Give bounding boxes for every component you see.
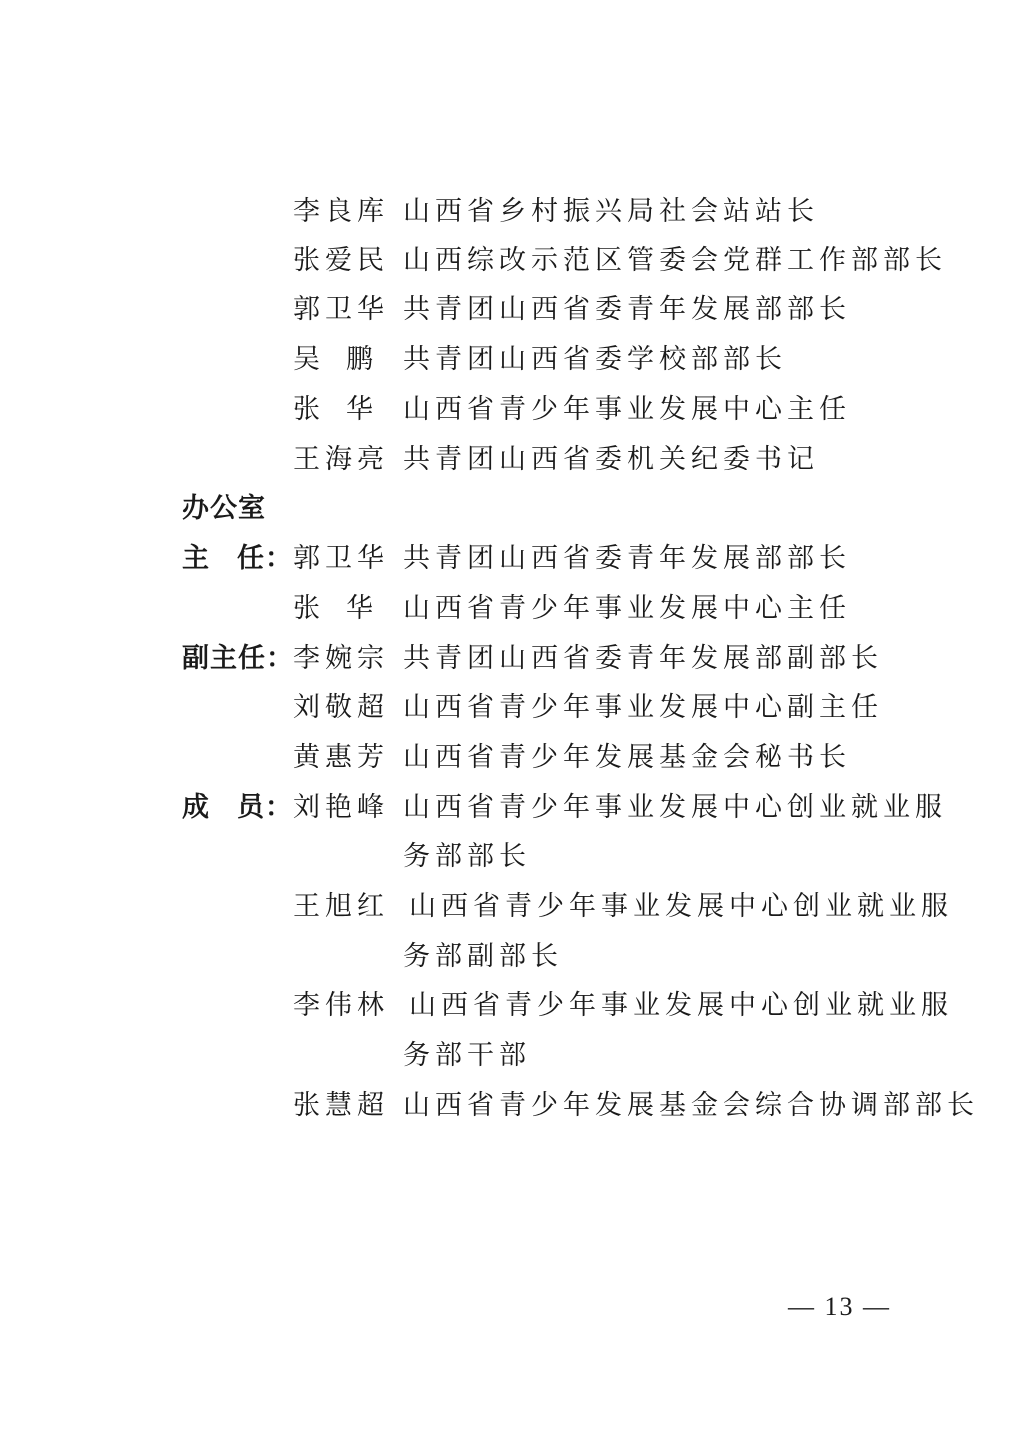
office-member-title: 山西省青少年发展基金会综合协调部部长 xyxy=(403,1090,979,1121)
member-name xyxy=(293,346,373,373)
member-name: 王海亮 xyxy=(293,444,389,475)
director-name-first: 张 xyxy=(293,593,320,624)
director-name: 郭卫华 xyxy=(293,543,389,574)
deputy-name: 刘敬超 xyxy=(293,692,389,723)
deputy-name: 黄惠芳 xyxy=(293,742,389,773)
member-title: 山西省青少年事业发展中心主任 xyxy=(403,394,851,425)
member-label-b: 员： xyxy=(237,792,293,823)
member-name-last: 鹏 xyxy=(346,344,373,375)
member-name: 郭卫华 xyxy=(293,294,389,325)
member-name-first: 张 xyxy=(293,394,320,425)
member-name-last: 华 xyxy=(346,394,373,425)
member-title: 共青团山西省委学校部部长 xyxy=(403,344,787,375)
office-member-title-line2: 务部部长 xyxy=(403,841,531,872)
office-member-title-line2: 务部干部 xyxy=(403,1040,531,1071)
office-member-title-line2: 务部副部长 xyxy=(403,941,563,972)
director-name xyxy=(293,595,373,622)
member-title: 山西省乡村振兴局社会站站长 xyxy=(403,196,819,227)
member-name: 张爱民 xyxy=(293,245,389,276)
director-label-b: 任： xyxy=(237,543,293,574)
deputy-title: 山西省青少年发展基金会秘书长 xyxy=(403,742,851,773)
page-number: — 13 — xyxy=(788,1292,891,1321)
office-member-title-line1: 山西省青少年事业发展中心创业就业服 xyxy=(403,792,947,823)
member-title: 山西综改示范区管委会党群工作部部长 xyxy=(403,245,947,276)
member-name-first: 吴 xyxy=(293,344,320,375)
deputy-label: 副主任： xyxy=(182,643,294,674)
member-name: 李良库 xyxy=(293,196,389,227)
member-title: 共青团山西省委青年发展部部长 xyxy=(403,294,851,325)
office-member-name: 张慧超 xyxy=(293,1090,389,1121)
deputy-name: 李婉宗 xyxy=(293,643,389,674)
director-name-last: 华 xyxy=(346,593,373,624)
office-member-title-line1: 山西省青少年事业发展中心创业就业服 xyxy=(409,990,953,1021)
member-label-a: 成 xyxy=(182,792,210,823)
director-title: 共青团山西省委青年发展部部长 xyxy=(403,543,851,574)
director-title: 山西省青少年事业发展中心主任 xyxy=(403,593,851,624)
deputy-title: 共青团山西省委青年发展部副部长 xyxy=(403,643,883,674)
office-member-name: 王旭红 xyxy=(293,891,389,922)
office-member-name: 李伟林 xyxy=(293,990,389,1021)
director-label-a: 主 xyxy=(182,543,210,574)
office-member-title-line1: 山西省青少年事业发展中心创业就业服 xyxy=(409,891,953,922)
member-name xyxy=(293,396,373,423)
deputy-title: 山西省青少年事业发展中心副主任 xyxy=(403,692,883,723)
office-member-name: 刘艳峰 xyxy=(293,792,389,823)
member-title: 共青团山西省委机关纪委书记 xyxy=(403,444,819,475)
office-heading: 办公室 xyxy=(182,493,266,524)
